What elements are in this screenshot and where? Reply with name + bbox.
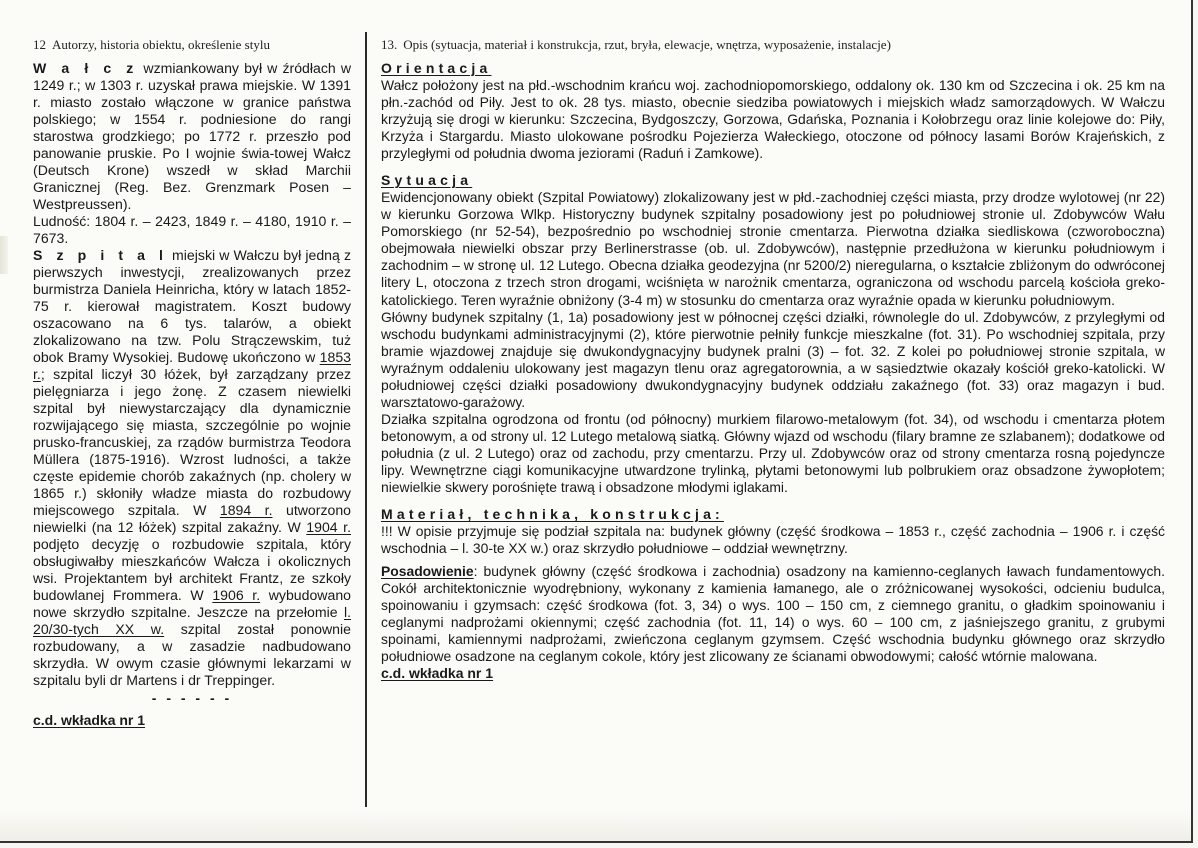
continuation-link-right[interactable]: c.d. wkładka nr 1 bbox=[381, 665, 494, 682]
section-number: 13. bbox=[381, 37, 398, 52]
szpital-text-6: szpital został ponownie rozbudowany, a w zasadzie nadbudowano skrzydła. W owym czasie głównymi lekarzami w szpitalu byli dr Martens i dr Treppinger. bbox=[33, 621, 351, 688]
date-1894: 1894 r. bbox=[219, 502, 273, 518]
szpital-text-3: utworzono niewielki (na 12 łóżek) szpital zakaźny. W bbox=[33, 502, 352, 535]
left-section-header bbox=[33, 37, 351, 53]
material-note: !!! W opisie przyjmuje się podział szpitala na: budynek główny (część środkowa – 1853 r., część zachodnia – 1906 r. i część wschodnia – l. 30-te XX w.) oraz skrzydło południowe – oddział wewnętrzny. bbox=[381, 523, 1165, 557]
section-title: Autorzy, historia obiektu, określenie stylu bbox=[52, 37, 270, 52]
szpital-lead-term: S z p i t a l bbox=[33, 247, 168, 263]
szpital-text-2: ; szpital liczył 30 łóżek, był zarządzany przez pielęgniarza i jego żonę. Z czasem niewielki szpital był niewystarczający dla dynamicznie rozwijającego się miasta, szczególnie po wojnie prusko-francuskiej, za rządów burmistrza Teodora Müllera (1875-1916). Wzrost ludności, a także częste epidemie chorób zakaźnych (np. cholery w 1865 r.) skłoniły władze miasta do rozbudowy miejscowego szpitala. W bbox=[33, 366, 351, 518]
szpital-text-1: miejski w Wałczu był jedną z pierwszych inwestycji, zrealizowanych przez burmistrza Daniela Heinricha, który w latach 1852-75 r. kierował magistratem. Koszt budowy oszacowano na 6 tys. talarów, a obiekt zlokalizowano na tzw. Polu Strączewskim, tuż obok Bramy Wysokiej. Budowę ukończono w bbox=[33, 247, 351, 365]
sytuacja-heading: Sytuacja bbox=[381, 172, 473, 189]
date-1904: 1904 r. bbox=[306, 519, 351, 535]
posadowienie-paragraph bbox=[381, 563, 1165, 665]
material-heading: Materiał, technika, konstrukcja: bbox=[381, 506, 724, 523]
posadowienie-label: Posadowienie bbox=[381, 563, 474, 580]
orientacja-heading: Orientacja bbox=[381, 60, 492, 76]
szpital-text-5: wybudowano nowe skrzydło szpitalne. Jeszcze na przełomie bbox=[33, 587, 351, 620]
left-column-history bbox=[33, 37, 351, 730]
posadowienie-text: : budynek główny (część środkowa i zachodnia) osadzony na kamienno-ceglanych ławach fundamentowych. Cokół architektonicznie wyodrębniony, wykonany z kamienia łamanego, ale o zróżnicowanej wysokości, odcieniu budulca, spoinowaniu i gzymsach: część środkowa (fot. 3, 34) o wys. 100 – 150 cm, z ciemnego granitu, o gładkim spoinowaniu i ceglanymi nadprożami okiennymi; część zachodnia (fot. 11, 14) o wys. 60 – 100 cm, z jaśniejszego granitu, z grubymi spoinami, kamiennymi nadprożami, zwieńczona ceglanym gzymsem. Część wschodnia budynku głównego oraz skrzydło południowe osadzone na ceglanym cokole, który jest zlicowany ze ścianami obwodowymi; całość wtórnie malowana. bbox=[381, 563, 1165, 665]
right-column-description bbox=[381, 37, 1165, 683]
date-1906: 1906 r. bbox=[212, 587, 261, 603]
sytuacja-paragraph-1: Ewidencjonowany obiekt (Szpital Powiatowy) zlokalizowany jest w płd.-zachodniej części miasta, przy drodze wylotowej (nr 22) w kierunku Gorzowa Wlkp. Historyczny budynek szpitalny posadowiony jest po południowej stronie ul. Zdobywców Wału Pomorskiego (nr 52-54), bezpośrednio po wschodniej stronie cmentarza. Pierwotna działka siedliskowa (czworoboczna) obejmowała niewielki obszar przy Berlinerstrasse (ob. ul. Zdobywców), następnie przedłużona w kierunku południowym i zachodnim – w stronę ul. 12 Lutego. Obecna działka geodezyjna (nr 5200/2) nieregularna, o kształcie zbliżonym do odwróconej litery L, otoczona z trzech stron drogami, wciśnięta w narożnik cmentarza, ograniczona od wschodu parcelą kościoła greko-katolickiego. Teren wyraźnie obniżony (3-4 m) w stosunku do cmentarza oraz wyraźnie opada w kierunku południowym. bbox=[381, 189, 1165, 308]
walcz-lead-term: W a ł c z bbox=[33, 60, 139, 76]
section-title: Opis (sytuacja, materiał i konstrukcja, rzut, bryła, elewacje, wnętrza, wyposażenie, instalacje) bbox=[403, 37, 891, 52]
sytuacja-paragraph-2: Główny budynek szpitalny (1, 1a) posadowiony jest w północnej części działki, równolegle do ul. Zdobywców, z przyległymi od wschodu budynkami administracyjnymi (2), które pierwotnie pełniły funkcje mieszkalne (fot. 31). Po wschodniej szpitala, przy bramie wjazdowej znajduje się dwukondygnacyjny budynek pralni (3) – fot. 32. Z kolei po południowej stronie szpitala, w wyraźnym oddaleniu ulokowany jest magazyn tlenu oraz agregatorownia, a w sąsiedztwie okazały kościół greko-katolicki. W południowej części działki posadowiony dwukondygnacyjny budynek oddziału zakaźnego (fot. 33) oraz magazyn i bud. warsztatowo-garażowy. bbox=[381, 308, 1165, 410]
date-1853: 1853 r. bbox=[33, 349, 351, 382]
sytuacja-paragraph-3: Działka szpitalna ogrodzona od frontu (od północny) murkiem filarowo-metalowym (fot. 34), od wschodu i cmentarza płotem betonowym, a od strony ul. 12 Lutego metalową siatką. Główny wjazd od wschodu (filary bramne ze szlabanem); dodatkowe od południa (z ul. 2 Lutego) oraz od zachodu, przy cmentarzu. Przy ul. Zdobywców oraz od strony cmentarza rosną pojedyncze lipy. Wewnętrzne ciągi komunikacyjne utwardzone trylinką, płytami betonowymi lub polbrukiem oraz obsadzone żywopłotem; niewielkie skwery porośnięte trawą i obsadzone młodymi iglakami. bbox=[381, 410, 1165, 496]
page-bottom-margin bbox=[0, 810, 1191, 841]
walcz-paragraph bbox=[33, 60, 351, 213]
date-1920s-30s: l. 20/30-tych XX w. bbox=[33, 604, 351, 637]
continuation-link-left[interactable]: c.d. wkładka nr 1 bbox=[33, 712, 146, 728]
population-paragraph: Ludność: 1804 r. – 2423, 1849 r. – 4180, 1910 r. – 7673. bbox=[33, 213, 351, 246]
scan-artifact bbox=[0, 236, 8, 274]
section-separator: - - - - - - bbox=[151, 690, 233, 706]
szpital-paragraph bbox=[33, 247, 351, 689]
walcz-text: wzmiankowany był w źródłach w 1249 r.; w 1303 r. uzyskał prawa miejskie. W 1391 r. miasto zostało włączone w granice państwa polskiego; w 1554 r. podniesione do rangi starostwa grodzkiego; po 1772 r. przeszło pod panowanie pruskie. Po I wojnie świa-towej Wałcz (Deutsch Krone) wszedł w skład Marchii Granicznej (Reg. Bez. Grenzmark Posen – Westpreussen). bbox=[33, 60, 351, 212]
szpital-text-4: podjęto decyzję o rozbudowie szpitala, który obsługiwałby mieszkańców Wałcza i okolicznych wsi. Projektantem był architekt Frantz, ze szkoły budowlanej Frommera. W bbox=[33, 536, 351, 603]
orientacja-text: Wałcz położony jest na płd.-wschodnim krańcu woj. zachodniopomorskiego, oddalony ok. 130 km od Szczecina i ok. 25 km na płn.-zachód od Piły. Jest to ok. 28 tys. miasto, obecnie siedziba powiatowych i miejskich władz samorządowych. W Wałczu krzyżują się drogi w kierunku: Szczecina, Bydgoszczy, Gorzowa, Gdańska, Poznania i Kołobrzegu oraz linie kolejowe do: Piły, Krzyża i Stargardu. Miasto ulokowane pośrodku Pojezierza Wałeckiego, otoczone od północy lasami Borów Krajeńskich, z przyległymi od południa dwoma jeziorami (Raduń i Zamkowe). bbox=[381, 77, 1165, 162]
section-number: 12 bbox=[33, 37, 46, 52]
right-section-header bbox=[381, 37, 1165, 53]
column-divider bbox=[365, 32, 367, 807]
